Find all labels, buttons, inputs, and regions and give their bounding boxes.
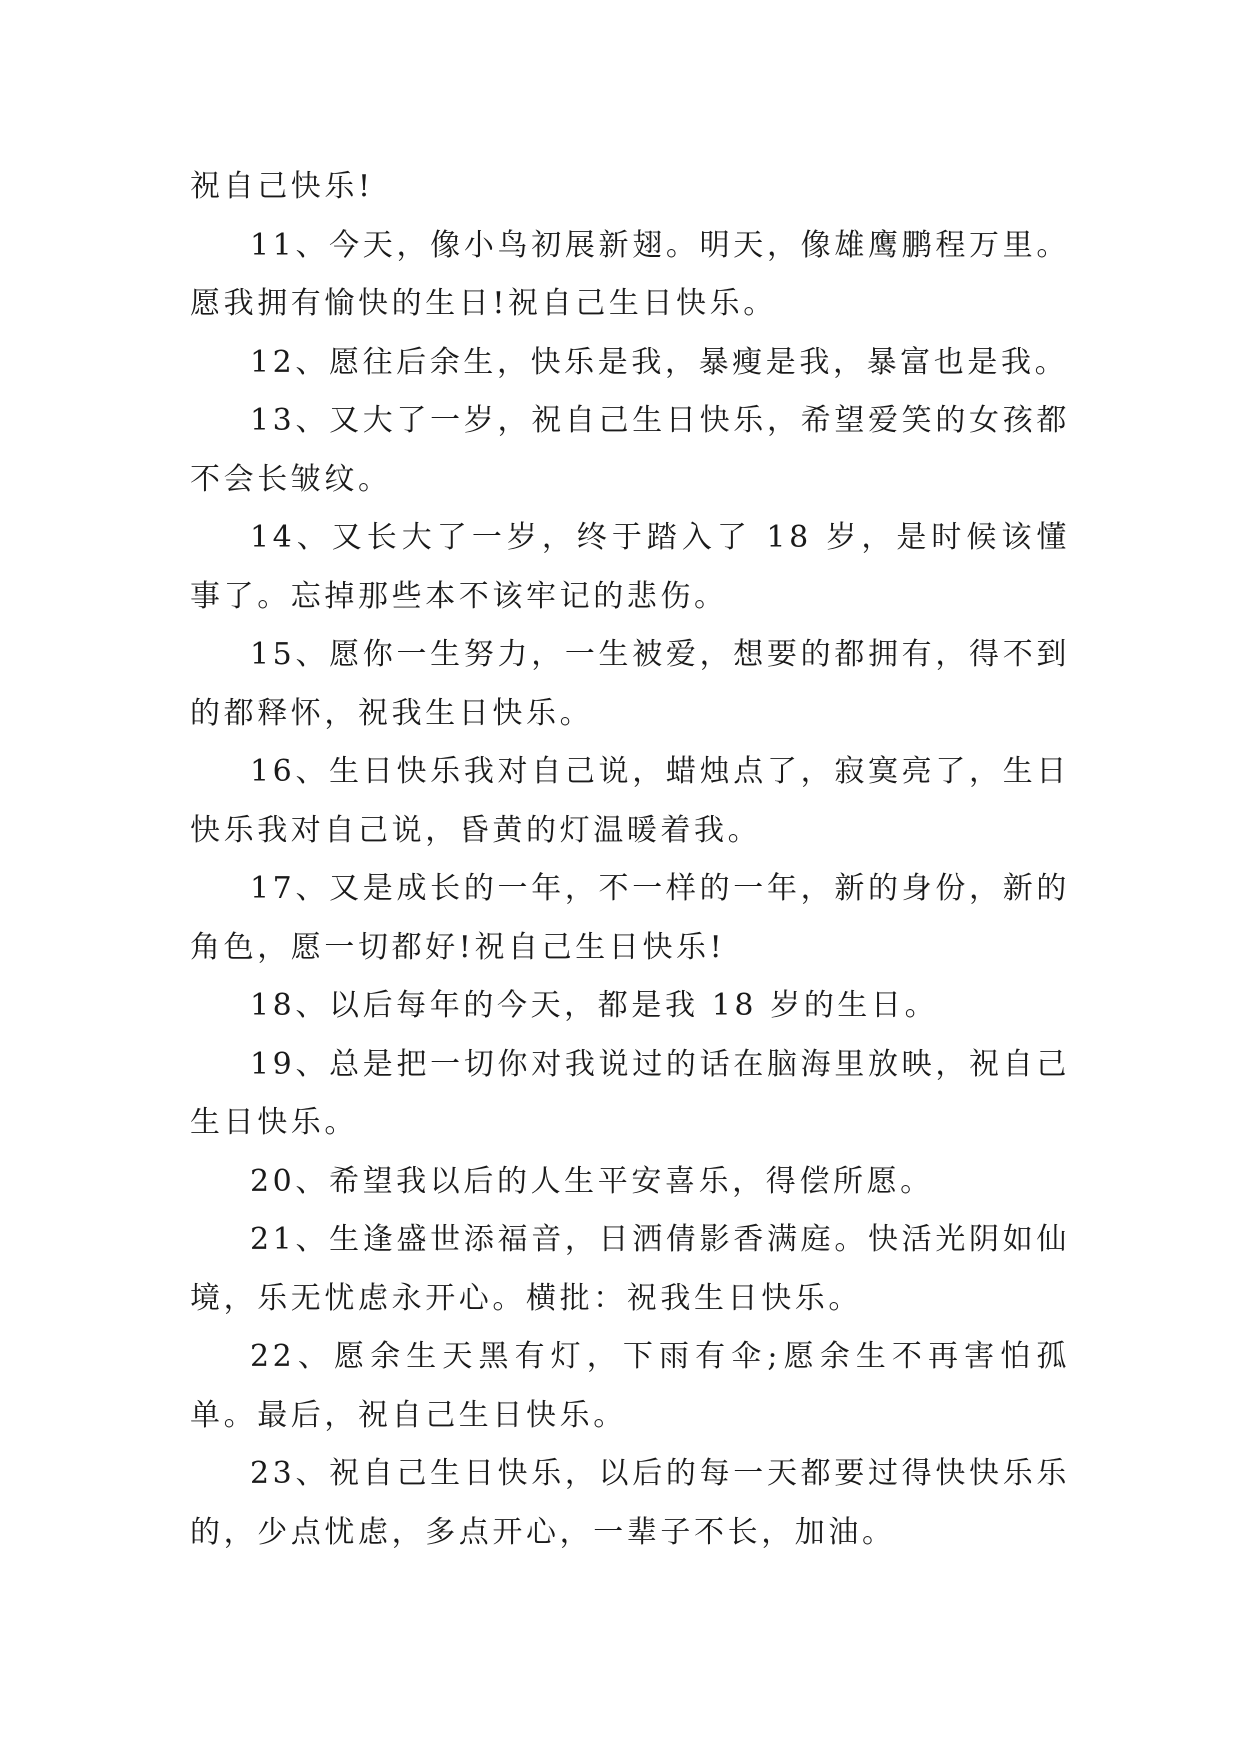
paragraph-item-17: 17、又是成长的一年，不一样的一年，新的身份，新的角色，愿一切都好!祝自己生日快乐! xyxy=(190,871,1070,965)
paragraph-item-13: 13、又大了一岁，祝自己生日快乐，希望爱笑的女孩都不会长皱纹。 xyxy=(190,403,1070,497)
paragraph-item-20: 20、希望我以后的人生平安喜乐，得偿所愿。 xyxy=(250,1163,934,1199)
paragraph-item-16: 16、生日快乐我对自己说，蜡烛点了，寂寞亮了，生日快乐我对自己说，昏黄的灯温暖着我。 xyxy=(190,754,1070,848)
paragraph-item-15: 15、愿你一生努力，一生被爱，想要的都拥有，得不到的都释怀，祝我生日快乐。 xyxy=(190,637,1070,731)
document-body xyxy=(190,158,1070,1562)
paragraph-item-18: 18、以后每年的今天，都是我 18 岁的生日。 xyxy=(250,988,939,1023)
paragraph-item-12: 12、愿往后余生，快乐是我，暴瘦是我，暴富也是我。 xyxy=(250,344,1069,380)
paragraph-item-11: 11、今天，像小鸟初展新翅。明天，像雄鹰鹏程万里。愿我拥有愉快的生日!祝自己生日快乐。 xyxy=(190,227,1070,321)
paragraph-item-23: 23、祝自己生日快乐，以后的每一天都要过得快快乐乐的，少点忧虑，多点开心，一辈子不长，加油。 xyxy=(190,1456,1070,1550)
paragraph-item-21: 21、生逢盛世添福音，日洒倩影香满庭。快活光阴如仙境，乐无忧虑永开心。横批：祝我生日快乐。 xyxy=(190,1222,1070,1316)
paragraph-item-19: 19、总是把一切你对我说过的话在脑海里放映，祝自己生日快乐。 xyxy=(190,1046,1070,1140)
paragraph-continuation: 祝自己快乐! xyxy=(190,169,374,204)
paragraph-item-14: 14、又长大了一岁，终于踏入了 18 岁，是时候该懂事了。忘掉那些本不该牢记的悲伤。 xyxy=(190,520,1070,614)
paragraph-item-22: 22、愿余生天黑有灯，下雨有伞;愿余生不再害怕孤单。最后，祝自己生日快乐。 xyxy=(190,1339,1070,1433)
